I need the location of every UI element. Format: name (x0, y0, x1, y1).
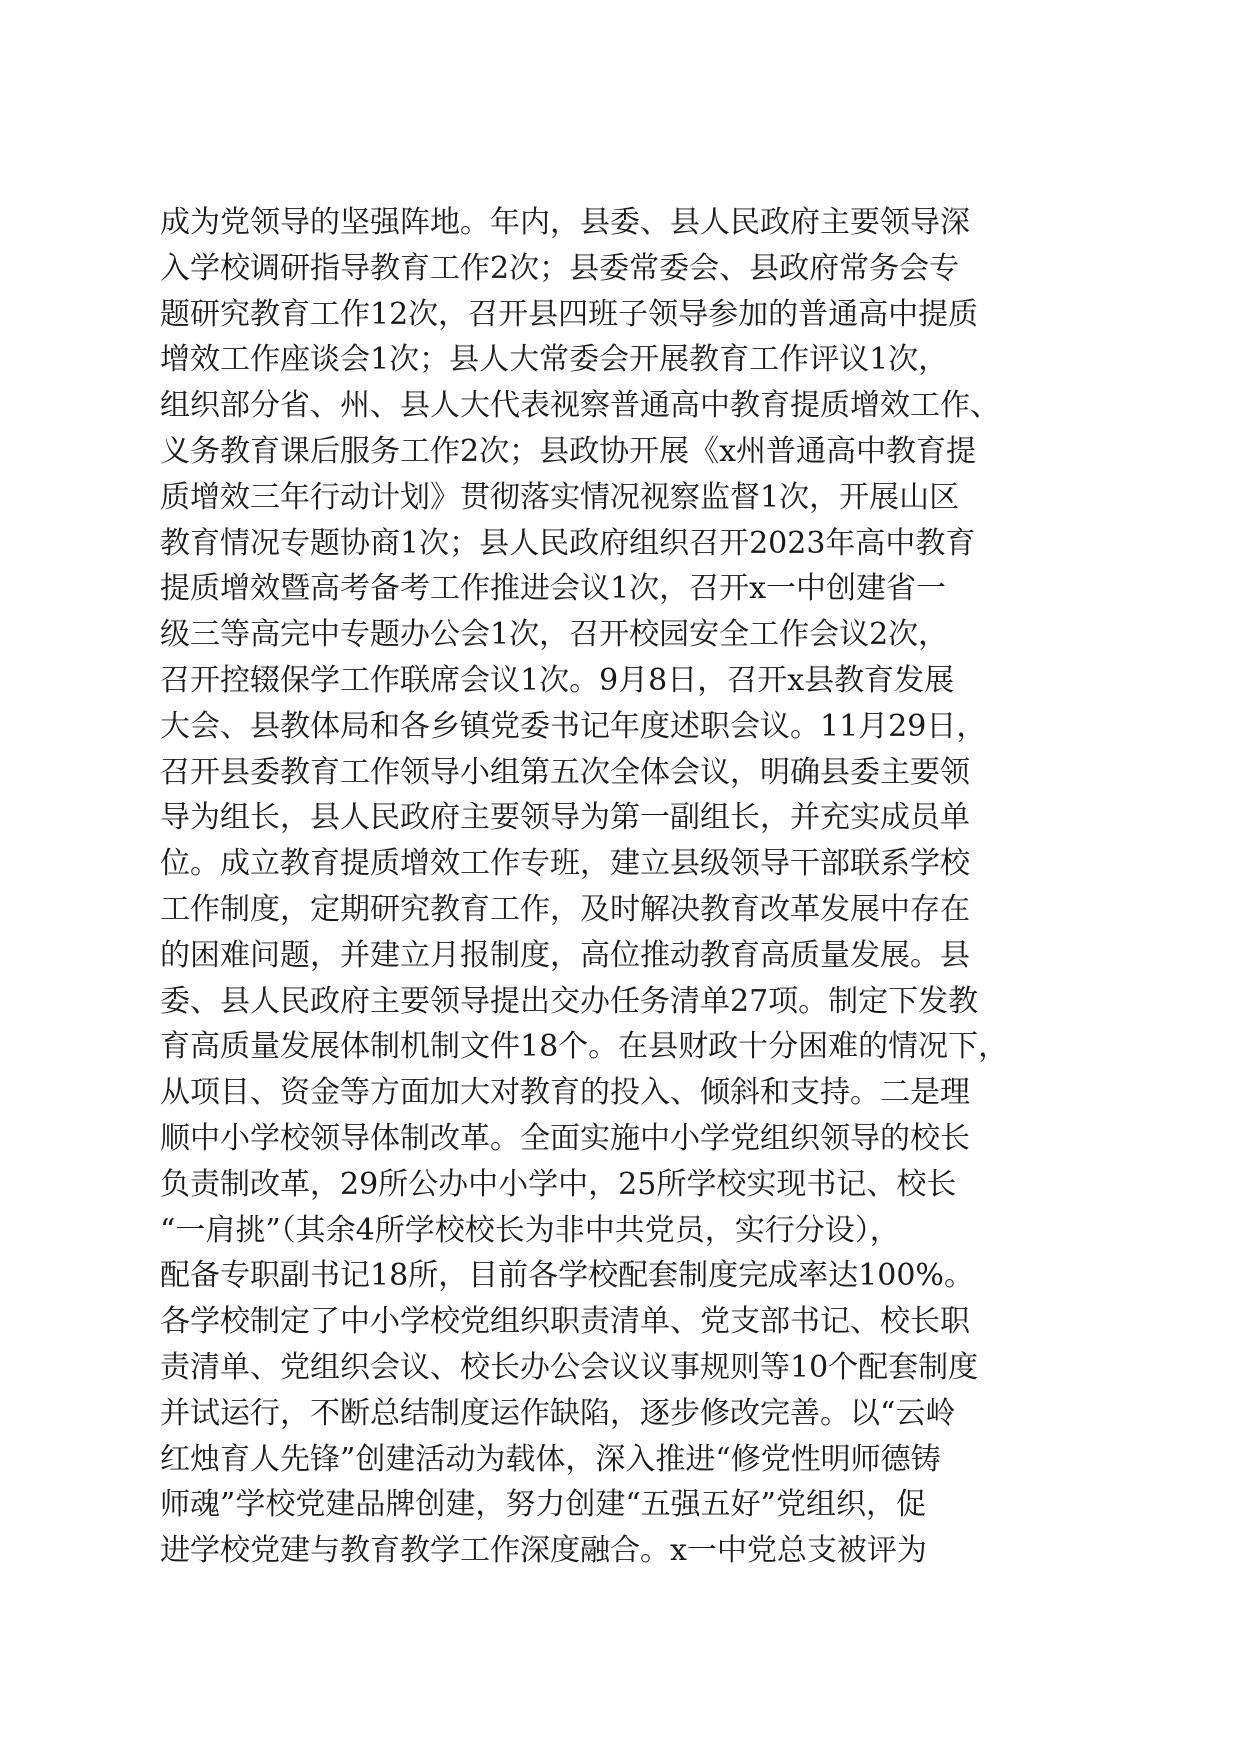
text-line: 增效工作座谈会1次；县人大常委会开展教育工作评议1次， (160, 342, 949, 378)
text-line: 配备专职副书记18所，目前各学校配套制度完成率达100%。 (160, 1258, 974, 1294)
text-line: 从项目、资金等方面加大对教育的投入、倾斜和支持。二是理 (160, 1075, 970, 1111)
text-line: 红烛育人先锋”创建活动为载体，深入推进“修党性明师德铸 (160, 1441, 941, 1477)
text-line: 育高质量发展体制机制文件18个。在县财政十分困难的情况下， (160, 1029, 1009, 1065)
text-line: 的困难问题，并建立月报制度，高位推动教育高质量发展。县 (160, 937, 970, 973)
text-line: 质增效三年行动计划》贯彻落实情况视察监督1次，开展山区 (160, 479, 960, 515)
text-line: 导为组长，县人民政府主要领导为第一副组长，并充实成员单 (160, 800, 970, 836)
text-line: 提质增效暨高考备考工作推进会议1次，召开x一中创建省一 (160, 571, 947, 607)
text-line: 大会、县教体局和各乡镇党委书记年度述职会议。11月29日， (160, 708, 987, 744)
text-line: 组织部分省、州、县人大代表视察普通高中教育提质增效工作、 (160, 388, 1000, 424)
text-line: 入学校调研指导教育工作2次；县委常委会、县政府常务会专 (160, 250, 960, 286)
text-line: 义务教育课后服务工作2次；县政协开展《x州普通高中教育提 (160, 433, 977, 469)
text-line: 工作制度，定期研究教育工作，及时解决教育改革发展中存在 (160, 891, 970, 927)
text-line: 级三等高完中专题办公会1次，召开校园安全工作会议2次， (160, 617, 949, 653)
text-line: 位。成立教育提质增效工作专班，建立县级领导干部联系学校 (160, 846, 970, 882)
text-line: 召开县委教育工作领导小组第五次全体会议，明确县委主要领 (160, 754, 970, 790)
text-line: 负责制改革，29所公办中小学中，25所学校实现书记、校长 (160, 1166, 957, 1202)
text-line: 师魂”学校党建品牌创建，努力创建“五强五好”党组织，促 (160, 1487, 927, 1523)
text-line: 题研究教育工作12次，召开县四班子领导参加的普通高中提质 (160, 296, 979, 332)
text-line: 召开控辍保学工作联席会议1次。9月8日，召开x县教育发展 (160, 662, 955, 698)
text-line: 各学校制定了中小学校党组织职责清单、党支部书记、校长职 (160, 1304, 970, 1340)
text-line: 进学校党建与教育教学工作深度融合。x一中党总支被评为 (160, 1533, 927, 1569)
text-line: 顺中小学校领导体制改革。全面实施中小学党组织领导的校长 (160, 1120, 970, 1156)
text-line: 责清单、党组织会议、校长办公会议议事规则等10个配套制度 (160, 1349, 979, 1385)
text-line: 并试运行，不断总结制度运作缺陷，逐步修改完善。以“云岭 (160, 1395, 956, 1431)
body-text (160, 200, 1100, 1574)
text-line: “一肩挑”（其余4所学校校长为非中共党员，实行分设）， (160, 1212, 900, 1248)
text-line: 成为党领导的坚强阵地。年内，县委、县人民政府主要领导深 (160, 205, 970, 240)
text-line: 委、县人民政府主要领导提出交办任务清单27项。制定下发教 (160, 983, 979, 1019)
text-line: 教育情况专题协商1次；县人民政府组织召开2023年高中教育 (160, 525, 976, 561)
